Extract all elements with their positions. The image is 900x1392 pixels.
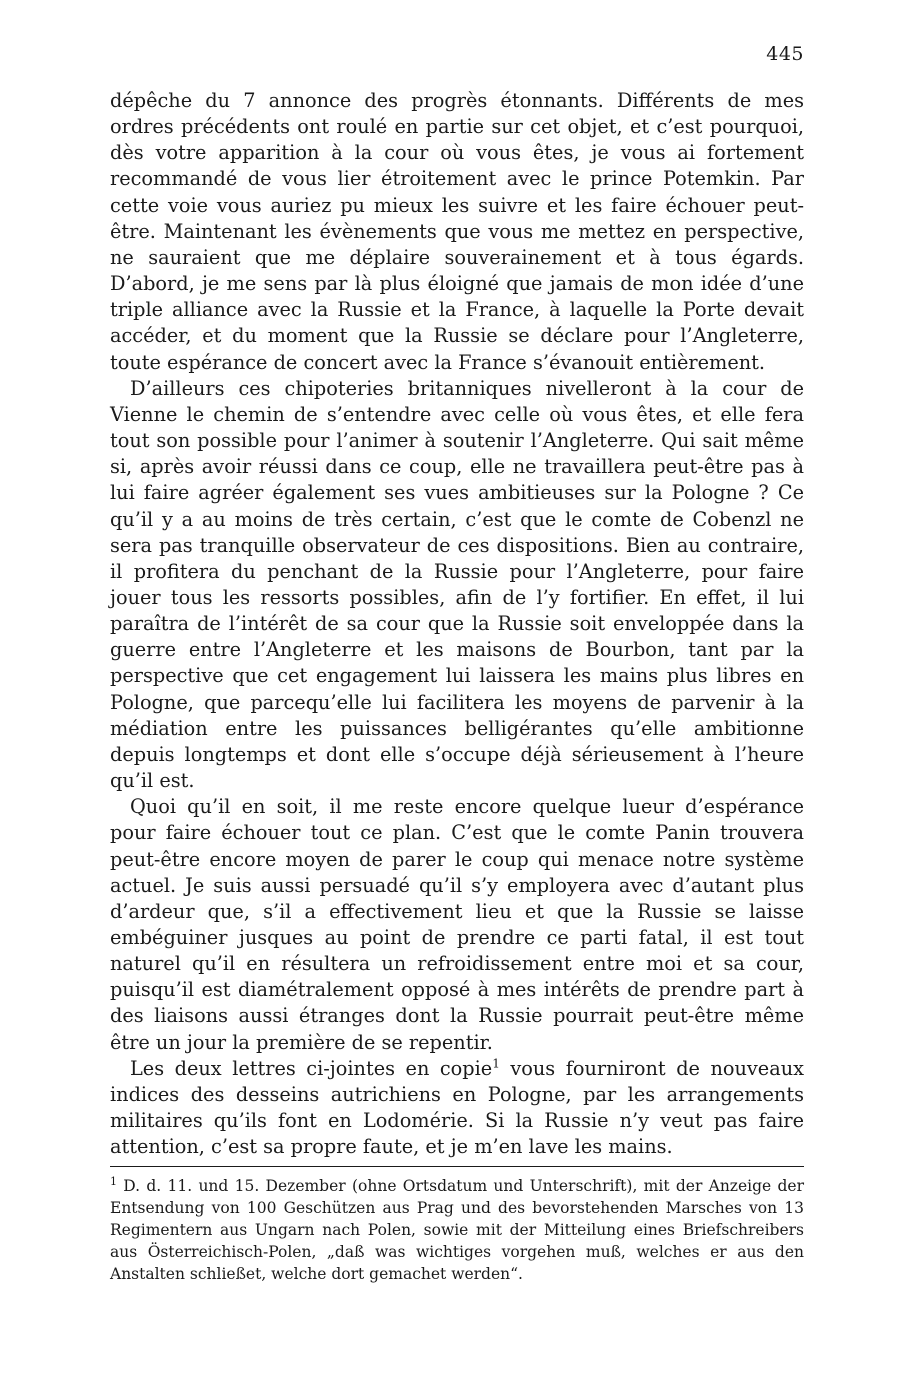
paragraph-3: Quoi qu’il en soit, il me reste encore quelque lueur d’espérance pour faire échouer tout ce plan. C’est que le comte Panin trouvera peut-être encore moyen de parer le coup qui menace notre système actuel. Je suis aussi persuadé qu’il s’y employera avec d’autant plus d’ardeur que, s’il a effectivement lieu et que la Russie se laisse embéguiner jusques au point de prendre ce parti fatal, il est tout naturel qu’il en résultera un refroidissement entre moi et sa cour, puisqu’il est diamétralement opposé à mes intérêts de prendre part à des liaisons aussi étranges dont la Russie pourrait peut-être même être un jour la première de se repentir. [110, 795, 804, 1054]
footnote-marker: 1 [110, 1175, 117, 1189]
footnote-text: D. d. 11. und 15. Dezember (ohne Ortsdatum und Unterschrift), mit der Anzeige der Entsendung von 100 Geschützen aus Prag und des bevorstehenden Marsches von 13 Regimentern aus Ungarn nach Polen, sowie mit der Mitteilung eines Briefschreibers aus Österreichisch-Polen, „daß was wichtiges vorgehen muß, welches er aus den Anstalten schließet, welche dort gemachet werden“. [110, 1177, 804, 1284]
main-text [110, 88, 804, 1160]
paragraph-1: dépêche du 7 annonce des progrès étonnants. Différents de mes ordres précédents ont roulé en partie sur cet objet, et c’est pourquoi, dès votre apparition à la cour où vous êtes, je vous ai fortement recommandé de vous lier étroitement avec le prince Potemkin. Par cette voie vous auriez pu mieux les suivre et les faire échouer peut-être. Maintenant les évènements que vous me mettez en perspective, ne sauraient que me déplaire souverainement et à tous égards. D’abord, je me sens par là plus éloigné que jamais de mon idée d’une triple alliance avec la Russie et la France, à laquelle la Porte devait accéder, et du moment que la Russie se déclare pour l’Angleterre, toute espérance de concert avec la France s’évanouit entièrement. [110, 89, 804, 374]
paragraph-4 [110, 1056, 804, 1161]
paragraph-4-text-before-note: Les deux lettres ci-jointes en copie [130, 1056, 493, 1080]
paragraph-2: D’ailleurs ces chipoteries britanniques nivelleront à la cour de Vienne le chemin de s’entendre avec celle où vous êtes, et elle fera tout son possible pour l’animer à soutenir l’Angleterre. Qui sait même si, après avoir réussi dans ce coup, elle ne travaillera peut-être pas à lui faire agréer également ses vues ambitieuses sur la Pologne ? Ce qu’il y a au moins de très certain, c’est que le comte de Cobenzl ne sera pas tranquille observateur de ces dispositions. Bien au contraire, il profitera du penchant de la Russie pour l’Angleterre, pour faire jouer tous les ressorts possibles, afin de l’y fortifier. En effet, il lui paraîtra de l’intérêt de sa cour que la Russie soit enveloppée dans la guerre entre l’Angleterre et les maisons de Bourbon, tant par la perspective que cet engagement lui laissera les mains plus libres en Pologne, que parcequ’elle lui facilitera les moyens de parvenir à la médiation entre les puissances belligérantes qu’elle ambitionne depuis longtemps et dont elle s’occupe déjà sérieusement à l’heure qu’il est. [110, 376, 804, 793]
page-number: 445 [766, 43, 804, 65]
paragraph-4-text-after-note: vous fourniront de nouveaux indices des desseins autrichiens en Pologne, par les arrangements militaires qu’ils font en Lodomérie. Si la Russie n’y veut pas faire attention, c’est sa propre faute, et je m’en lave les mains. [110, 1056, 804, 1159]
footnote [110, 1175, 804, 1285]
footnote-divider [110, 1166, 804, 1167]
footnote-reference: 1 [492, 1056, 500, 1071]
book-page [110, 38, 804, 1285]
